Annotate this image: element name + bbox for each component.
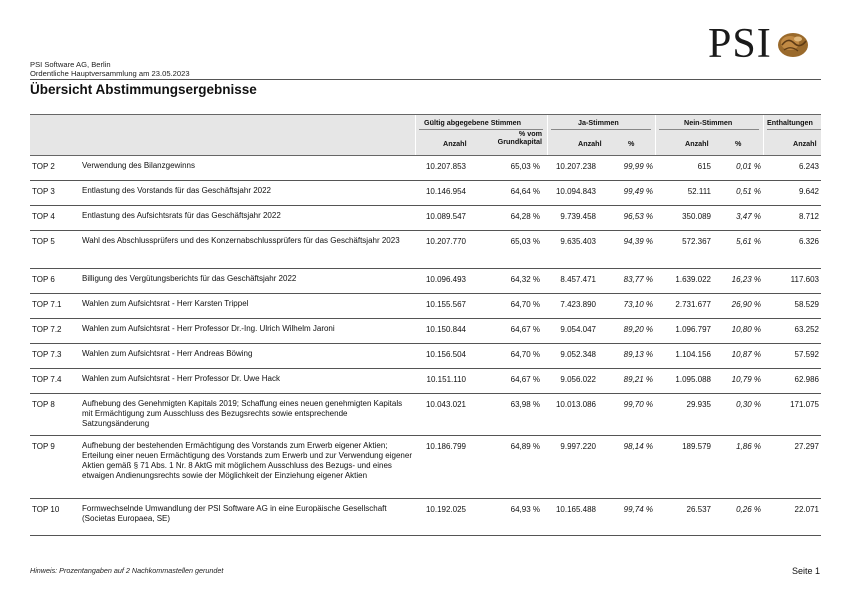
cell-yes: 7.423.890 xyxy=(560,300,596,309)
cell-valid: 10.150.844 xyxy=(425,325,466,334)
cell-yesp: 73,10 % xyxy=(623,300,653,309)
group-abstain: Enthaltungen xyxy=(767,118,813,127)
agenda-item-number: TOP 7.4 xyxy=(32,375,62,384)
cell-yes: 9.056.022 xyxy=(560,375,596,384)
group-yes: Ja-Stimmen xyxy=(578,118,619,127)
cell-valid: 10.151.110 xyxy=(426,375,466,384)
cell-yes: 9.635.403 xyxy=(560,237,596,246)
cell-yes: 10.094.843 xyxy=(555,187,596,196)
cell-no: 1.096.797 xyxy=(675,325,711,334)
psi-logo xyxy=(708,21,810,67)
table-row xyxy=(30,231,821,269)
cell-nop: 0,51 % xyxy=(736,187,761,196)
cell-valid: 10.155.567 xyxy=(425,300,466,309)
agenda-item-description: Wahlen zum Aufsichtsrat - Herr Professor Dr. Uwe Hack xyxy=(82,374,280,383)
cell-valid: 10.186.799 xyxy=(425,442,466,451)
cell-valid: 10.156.504 xyxy=(425,350,466,359)
agenda-item-description: Billigung des Vergütungsberichts für das Geschäftsjahr 2022 xyxy=(82,274,297,283)
cell-no: 2.731.677 xyxy=(675,300,711,309)
cell-no: 1.104.156 xyxy=(675,350,711,359)
cell-valid: 10.089.547 xyxy=(425,212,466,221)
cell-no: 572.367 xyxy=(682,237,711,246)
agenda-item-number: TOP 5 xyxy=(32,237,55,246)
col-divider xyxy=(763,115,764,155)
cell-pctc: 63,98 % xyxy=(510,400,540,409)
group-no: Nein-Stimmen xyxy=(684,118,733,127)
cell-yesp: 99,74 % xyxy=(623,505,653,514)
cell-yes: 9.052.348 xyxy=(560,350,596,359)
agenda-item-description: Aufhebung des Genehmigten Kapitals 2019; Schaffung eines neuen genehmigten Kapitals mit Ermächtigung zum Ausschluss des Bezugsrechts sowie entsprechende Satzungsänderung xyxy=(82,399,403,428)
table-row xyxy=(30,499,821,536)
table-row xyxy=(30,319,821,344)
cell-nop: 5,61 % xyxy=(736,237,761,246)
cell-yesp: 83,77 % xyxy=(623,275,653,284)
cell-valid: 10.096.493 xyxy=(425,275,466,284)
cell-abst: 8.712 xyxy=(798,212,819,221)
cell-no: 189.579 xyxy=(682,442,711,451)
cell-nop: 1,86 % xyxy=(736,442,761,451)
table-row xyxy=(30,369,821,394)
cell-no: 350.089 xyxy=(682,212,711,221)
agenda-item-description: Entlastung des Vorstands für das Geschäftsjahr 2022 xyxy=(82,186,272,195)
cell-abst: 6.326 xyxy=(798,237,819,246)
cell-yesp: 98,14 % xyxy=(623,442,653,451)
cell-yes: 10.013.086 xyxy=(555,400,596,409)
cell-nop: 0,01 % xyxy=(736,162,761,171)
cell-pctc: 64,32 % xyxy=(510,275,540,284)
table-header xyxy=(30,114,821,156)
table-row xyxy=(30,294,821,319)
cell-nop: 10,87 % xyxy=(731,350,761,359)
group-underline xyxy=(659,129,759,130)
cell-abst: 171.075 xyxy=(790,400,819,409)
agenda-item-number: TOP 4 xyxy=(32,212,55,221)
cell-yesp: 89,21 % xyxy=(623,375,653,384)
cell-abst: 27.297 xyxy=(794,442,819,451)
cell-abst: 117.603 xyxy=(790,275,819,284)
cell-abst: 57.592 xyxy=(794,350,819,359)
cell-pctc: 65,03 % xyxy=(510,162,540,171)
agenda-item-number: TOP 7.2 xyxy=(32,325,62,334)
cell-pctc: 64,93 % xyxy=(510,505,540,514)
agenda-item-description: Formwechselnde Umwandlung der PSI Software AG in eine Europäische Gesellschaft (Societas Europaea, SE) xyxy=(82,504,387,523)
header-yes-count: Anzahl xyxy=(578,139,602,148)
agenda-item-number: TOP 7.1 xyxy=(32,300,62,309)
cell-yesp: 89,13 % xyxy=(623,350,653,359)
cell-abst: 6.243 xyxy=(798,162,819,171)
group-underline xyxy=(767,129,821,130)
cell-no: 29.935 xyxy=(686,400,711,409)
cell-nop: 10,79 % xyxy=(731,375,761,384)
agenda-item-number: TOP 3 xyxy=(32,187,55,196)
page-title: Übersicht Abstimmungsergebnisse xyxy=(30,82,257,97)
col-divider xyxy=(415,115,416,155)
cell-yesp: 89,20 % xyxy=(623,325,653,334)
cell-abst: 58.529 xyxy=(794,300,819,309)
cell-valid: 10.043.021 xyxy=(425,400,466,409)
cell-yes: 8.457.471 xyxy=(560,275,596,284)
cell-abst: 22.071 xyxy=(794,505,819,514)
col-divider xyxy=(655,115,656,155)
cell-pctc: 64,28 % xyxy=(510,212,540,221)
table-body xyxy=(30,156,821,536)
agenda-item-number: TOP 6 xyxy=(32,275,55,284)
cell-yesp: 96,53 % xyxy=(623,212,653,221)
cell-yes: 9.997.220 xyxy=(560,442,596,451)
header-no-pct: % xyxy=(735,139,742,148)
company-info xyxy=(30,60,190,78)
agenda-item-description: Entlastung des Aufsichtsrats für das Geschäftsjahr 2022 xyxy=(82,211,281,220)
cell-nop: 3,47 % xyxy=(736,212,761,221)
cell-pctc: 64,64 % xyxy=(510,187,540,196)
cell-abst: 9.642 xyxy=(798,187,819,196)
table-row xyxy=(30,394,821,436)
cell-nop: 10,80 % xyxy=(731,325,761,334)
agenda-item-number: TOP 10 xyxy=(32,505,60,514)
col-divider xyxy=(547,115,548,155)
cell-nop: 0,30 % xyxy=(736,400,761,409)
cell-pctc: 64,70 % xyxy=(510,300,540,309)
results-table xyxy=(30,114,821,536)
table-row xyxy=(30,181,821,206)
cell-no: 52.111 xyxy=(687,187,711,196)
logo-text: PSI xyxy=(708,21,772,67)
meeting-date: Ordentliche Hauptversammlung am 23.05.2023 xyxy=(30,69,190,78)
cell-valid: 10.146.954 xyxy=(425,187,466,196)
header-abstain-count: Anzahl xyxy=(793,139,817,148)
cell-valid: 10.192.025 xyxy=(425,505,466,514)
table-row xyxy=(30,344,821,369)
cell-nop: 16,23 % xyxy=(731,275,761,284)
group-valid: Gültig abgegebene Stimmen xyxy=(424,118,522,127)
cell-yes: 9.739.458 xyxy=(560,212,596,221)
rounding-note: Hinweis: Prozentangaben auf 2 Nachkommastellen gerundet xyxy=(30,566,224,575)
cell-pctc: 64,67 % xyxy=(510,375,540,384)
agenda-item-description: Wahlen zum Aufsichtsrat - Herr Karsten Trippel xyxy=(82,299,249,308)
agenda-item-description: Verwendung des Bilanzgewinns xyxy=(82,161,195,170)
cell-nop: 0,26 % xyxy=(736,505,761,514)
cell-abst: 62.986 xyxy=(794,375,819,384)
agenda-item-description: Aufhebung der bestehenden Ermächtigung des Vorstands zum Erwerb eigener Aktien; Erteilung einer neuen Ermächtigung des Vorstands zum Erwerb und zur Verwendung eigener Aktien gemäß § 71 Abs. 1 Nr. 8 AktG mit möglichem Ausschluss des Bezugs- und eines etwaigen Andienungsrechts sowie der Möglichkeit der Einziehung eigener Aktien xyxy=(82,441,412,480)
agenda-item-description: Wahlen zum Aufsichtsrat - Herr Professor Dr.-Ing. Ulrich Wilhelm Jaroni xyxy=(82,324,335,333)
cell-pctc: 64,89 % xyxy=(510,442,540,451)
cell-nop: 26,90 % xyxy=(731,300,761,309)
table-row xyxy=(30,156,821,181)
cell-yesp: 99,49 % xyxy=(623,187,653,196)
agenda-item-number: TOP 9 xyxy=(32,442,55,451)
page-number: Seite 1 xyxy=(791,566,820,576)
header-rule xyxy=(30,79,821,80)
header-yes-pct: % xyxy=(628,139,635,148)
agenda-item-description: Wahlen zum Aufsichtsrat - Herr Andreas Böwing xyxy=(82,349,253,358)
cell-no: 1.639.022 xyxy=(675,275,711,284)
agenda-item-description: Wahl des Abschlussprüfers und des Konzernabschlussprüfers für das Geschäftsjahr 2023 xyxy=(82,236,400,245)
cell-pctc: 65,03 % xyxy=(510,237,540,246)
header-pct-capital: % vom Grundkapital xyxy=(497,129,542,146)
cell-yes: 10.207.238 xyxy=(555,162,596,171)
cell-pctc: 64,67 % xyxy=(510,325,540,334)
cell-pctc: 64,70 % xyxy=(510,350,540,359)
group-underline xyxy=(551,129,651,130)
cell-no: 26.537 xyxy=(686,505,711,514)
agenda-item-number: TOP 7.3 xyxy=(32,350,62,359)
cell-yes: 10.165.488 xyxy=(555,505,596,514)
agenda-item-number: TOP 8 xyxy=(32,400,55,409)
table-row xyxy=(30,436,821,499)
cell-yesp: 99,70 % xyxy=(623,400,653,409)
header-no-count: Anzahl xyxy=(685,139,709,148)
table-row xyxy=(30,206,821,231)
cell-yesp: 99,99 % xyxy=(623,162,653,171)
cell-valid: 10.207.770 xyxy=(425,237,466,246)
table-row xyxy=(30,269,821,294)
cell-no: 615 xyxy=(697,162,711,171)
walnut-icon xyxy=(776,29,810,59)
cell-yes: 9.054.047 xyxy=(560,325,596,334)
cell-abst: 63.252 xyxy=(794,325,819,334)
company-name: PSI Software AG, Berlin xyxy=(30,60,111,69)
header-valid-count: Anzahl xyxy=(443,139,467,148)
cell-no: 1.095.088 xyxy=(675,375,711,384)
cell-yesp: 94,39 % xyxy=(623,237,653,246)
agenda-item-number: TOP 2 xyxy=(32,162,55,171)
cell-valid: 10.207.853 xyxy=(425,162,466,171)
